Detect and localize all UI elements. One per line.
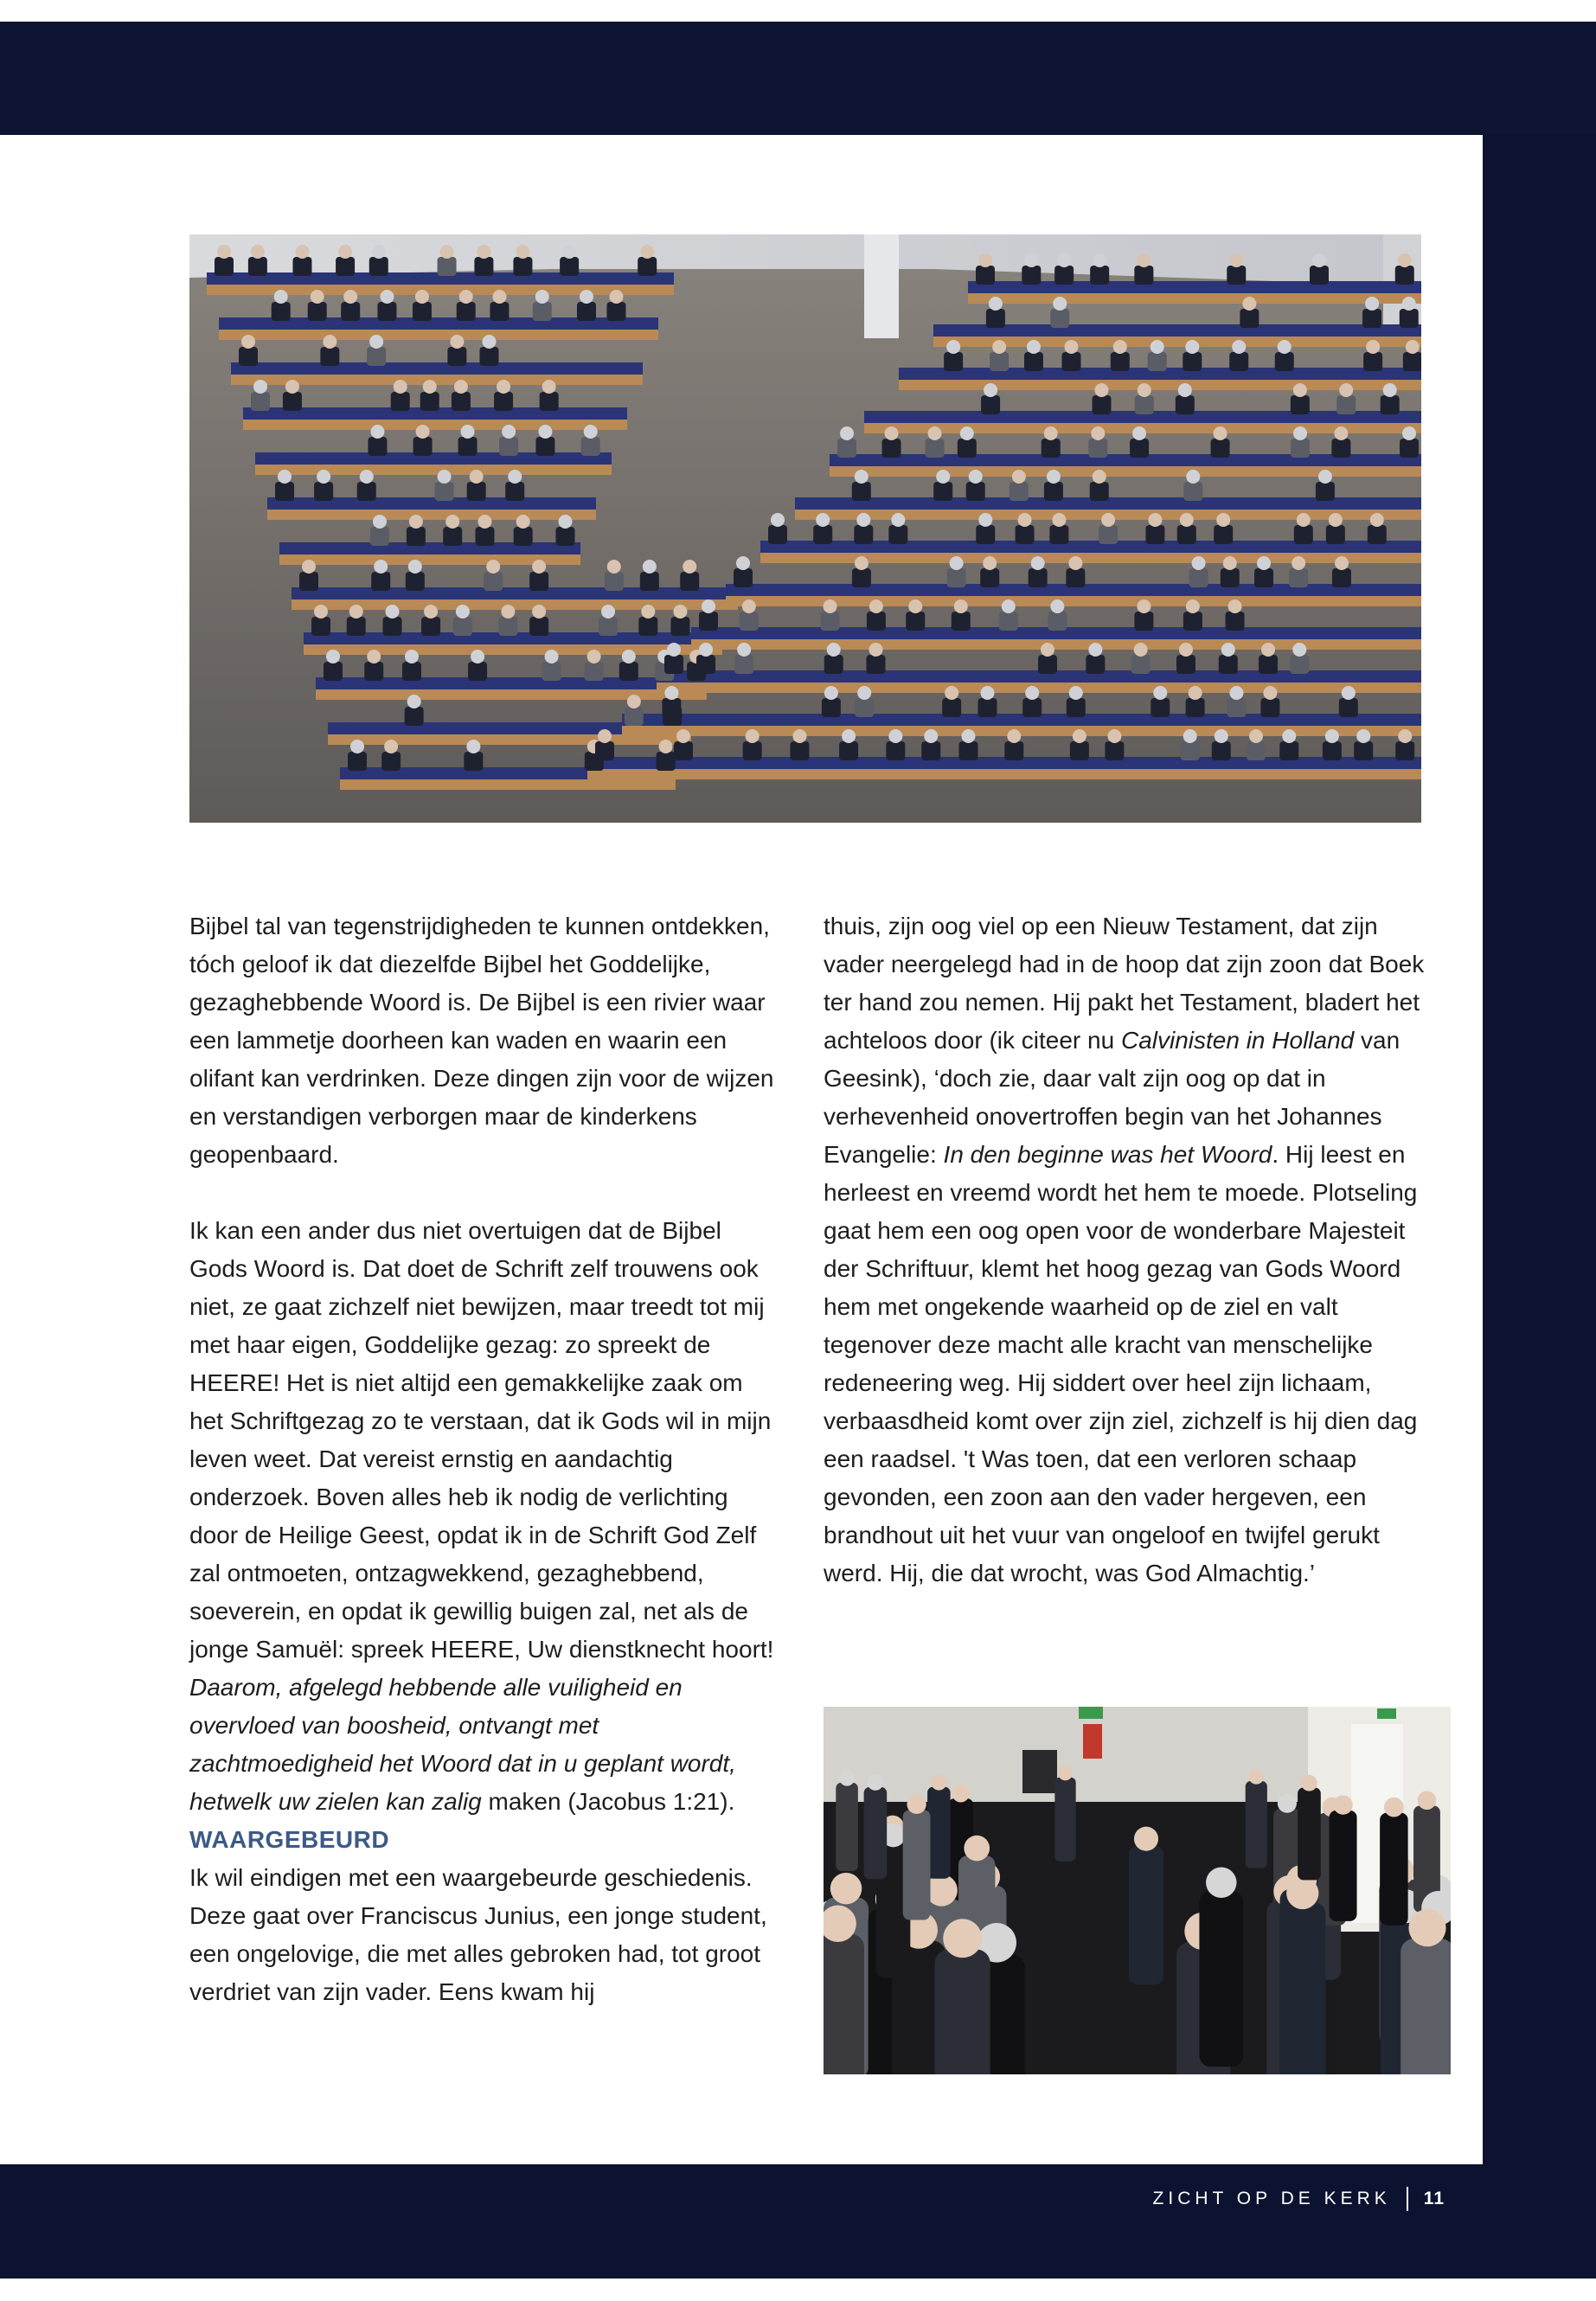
bible-quote-italic: Daarom, afgelegd hebbende alle vuiligheid en overvloed van boosheid, ontvangt met zachtmoedigheid het Woord dat in u geplant wordt, hetwelk uw zielen kan zalig (189, 1674, 736, 1815)
section-heading: WAARGEBEURD (189, 1826, 390, 1853)
gospel-quote: In den beginne was het Woord (943, 1141, 1272, 1168)
story-paragraph (824, 907, 1429, 1593)
story-text-3: . Hij leest en herleest en vreemd wordt het hem te moede. Plotseling gaat hem een oog open voor de wonderbare Majesteit der Schriftuur, klemt het hoog gezag van Gods Woord hem met ongekende waarheid op de ziel en valt tegenover deze macht alle kracht van menschelijke redeneering weg. Hij siddert over heel zijn lichaam, verbaasdheid komt over zijn ziel, zichzelf is hij dien dag een raadsel. 't Was toen, dat een verloren schaap gevonden, een zoon aan den vader hergeven, een brandhout uit het vuur van ongeloof en twijfel gerukt werd. Hij, die dat wrocht, was God Almachtig.’ (824, 1141, 1418, 1586)
paragraph-3: Ik wil eindigen met een waargebeurde geschiedenis. Deze gaat over Franciscus Junius, een jonge student, een ongelovige, die met alles gebroken had, tot groot verdriet van zijn vader. Eens kwam hij (189, 1864, 767, 2005)
story-text-2: van Geesink), ‘doch zie, daar valt zijn oog op dat in verhevenheid onovertroffen begin van het Johannes Evangelie: (824, 1027, 1401, 1168)
paragraph-2: Ik kan een ander dus niet overtuigen dat de Bijbel Gods Woord is. Dat doet de Schrift zelf trouwens ook niet, ze gaat zichzelf niet bewijzen, maar treedt tot mij met haar eigen, Goddelijke gezag: zo spreekt de HEERE! Het is niet altijd een gemakkelijke zaak om het Schriftgezag zo te verstaan, dat ik Gods wil in mijn leven weet. Dat vereist ernstig en aandachtig onderzoek. Boven alles heb ik nodig de verlichting door de Heilige Geest, opdat ik in de Schrift God Zelf zal ontmoeten, ontzagwekkend, gezaghebbend, soeverein, en opdat ik gewillig buigen zal, net als de jonge Samuël: spreek HEERE, Uw dienstknecht hoort! (189, 1217, 774, 1663)
paragraph-1: Bijbel tal van tegenstrijdigheden te kunnen ontdekken, tóch geloof ik dat diezelfde Bijbel het Goddelijke, gezaghebbende Woord is. De Bijbel is een rivier waar een lammetje doorheen kan waden en waarin een olifant kan verdrinken. Deze dingen zijn voor de wijzen en verstandigen verborgen maar de kinderkens geopenbaard. (189, 913, 774, 1168)
header-band (0, 22, 1596, 135)
magazine-name: ZICHT OP DE KERK (1152, 2189, 1391, 2208)
footer-divider (1407, 2187, 1408, 2211)
story-text-1: thuis, zijn oog viel op een Nieuw Testament, dat zijn vader neergelegd had in de hoop dat zijn zoon dat Boek ter hand zou nemen. Hij pakt het Testament, bladert het achteloos door (ik citeer nu (824, 913, 1425, 1054)
reception-gathering-photo (824, 1707, 1451, 2074)
book-title: Calvinisten in Holland (1120, 1027, 1355, 1054)
left-text-column (189, 907, 778, 2011)
bible-quote-reference: maken (Jacobus 1:21). (481, 1788, 735, 1815)
page-number: 11 (1423, 2189, 1445, 2208)
bottom-margin (0, 2279, 1596, 2301)
top-margin (0, 0, 1596, 22)
right-text-column (824, 907, 1429, 1593)
bible-quote (189, 1669, 778, 1821)
page-footer (1153, 2182, 1445, 2216)
church-congregation-photo (189, 234, 1421, 823)
